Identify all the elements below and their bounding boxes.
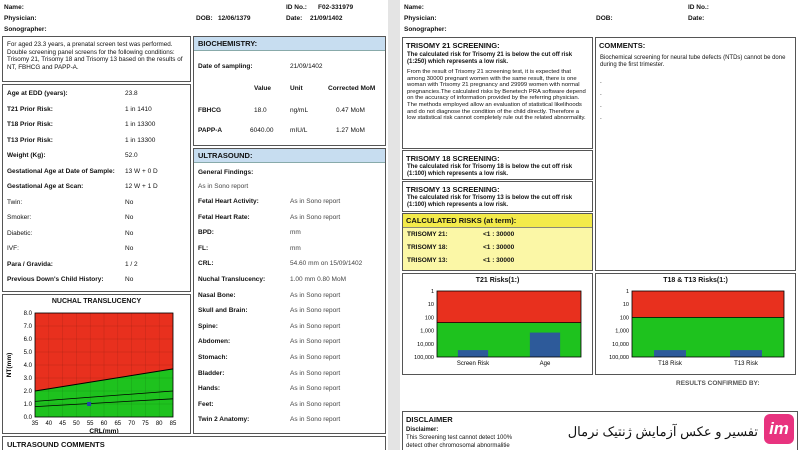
patient-field-value: 1 / 2 <box>125 260 138 268</box>
nt-chart-title: NUCHAL TRANSLUCENCY <box>51 298 142 305</box>
ultrasound-field-label: Nasal Bone: <box>198 291 236 299</box>
ultrasound-field-label: Stomach: <box>198 354 228 361</box>
nt-y-label: NT(mm) <box>6 352 13 378</box>
risk-y-tick: 10 <box>622 302 629 309</box>
calc-t13-value: <1 : 30000 <box>483 257 515 264</box>
date-value: 21/09/1402 <box>310 15 343 22</box>
nt-patient-point <box>87 402 91 406</box>
risk-bar <box>458 350 488 357</box>
patient-field-value: 1 in 1410 <box>125 105 152 113</box>
nt-x-tick: 65 <box>114 421 122 427</box>
fbhcg-value: 18.0 <box>254 107 267 114</box>
us-comments-title: ULTRASOUND COMMENTS <box>7 440 105 449</box>
dob-value: 12/06/1379 <box>218 15 251 22</box>
ultrasound-field-label: FL: <box>198 244 209 252</box>
t13-screening-box <box>402 181 593 212</box>
sonographer-label: Sonographer: <box>4 26 47 33</box>
t18-summary: The calculated risk for Trisomy 18 is below the cut off risk (1:100) which represents a low risk. <box>407 164 573 177</box>
ultrasound-field-value: As in Sono report <box>290 322 341 330</box>
date-label: Date: <box>286 15 303 22</box>
patient-field-value: 1 in 13300 <box>125 121 156 128</box>
ultrasound-field-value: As in Sono report <box>290 213 341 221</box>
nt-chart <box>3 307 191 434</box>
nt-x-tick: 80 <box>155 421 163 427</box>
fbhcg-label: FBHCG <box>198 107 222 114</box>
patient-field-label: T18 Prior Risk: <box>7 121 53 128</box>
nt-x-tick: 55 <box>86 421 94 427</box>
nt-x-tick: 85 <box>169 421 177 427</box>
ultrasound-field-value: As in Sono report <box>290 400 341 408</box>
patient-field-label: Previous Down's Child History: <box>7 276 104 283</box>
sampling-label: Date of sampling: <box>198 63 253 70</box>
col-value-header: Value <box>254 85 271 92</box>
fbhcg-mom: 0.47 MoM <box>336 107 365 114</box>
intro-box <box>2 36 191 82</box>
id-label: ID No.: <box>286 4 307 11</box>
risk-bar <box>730 350 762 357</box>
name-label: Name: <box>4 4 24 11</box>
patient-field-label: Diabetic: <box>7 229 33 237</box>
sonographer-label-2: Sonographer: <box>404 26 447 33</box>
comments-text: Biochemical screening for neural tube defects (NTDs) cannot be done during the first trimester. <box>600 55 786 68</box>
nt-y-tick: 7.0 <box>23 324 32 330</box>
risk-y-tick: 100 <box>424 315 434 322</box>
ultrasound-field-value: As in Sono report <box>290 385 341 393</box>
nt-x-label: CRL(mm) <box>89 428 119 435</box>
col-mom-header: Corrected MoM <box>328 85 376 92</box>
overlay-caption: تفسیر و عکس آزمایش ژنتیک نرمال <box>567 424 758 439</box>
t18-t13-risk-chart-box <box>595 273 796 375</box>
risk-x-label: Age <box>539 361 551 367</box>
report-page-1 <box>0 0 388 450</box>
dob-label: DOB: <box>196 15 213 22</box>
results-confirmed: RESULTS CONFIRMED BY: <box>676 380 760 387</box>
ultrasound-field-value: mm <box>290 229 301 237</box>
physician-label: Physician: <box>4 15 37 22</box>
risk-x-label: Screen Risk <box>456 361 490 367</box>
risk-x-label: T18 Risk <box>658 361 682 367</box>
t21-title: TRISOMY 21 SCREENING: <box>406 41 500 50</box>
biochemistry-title: BIOCHEMISTRY: <box>194 37 385 51</box>
patient-field-label: IVF: <box>7 245 19 252</box>
ultrasound-field-value: 1.00 mm 0.80 MoM <box>290 276 346 283</box>
nt-chart-box <box>2 294 191 434</box>
patient-field-label: Weight (Kg): <box>7 152 46 159</box>
intro-text: For aged 23.3 years, a prenatal screen test was performed. Double screening panel screens for the following conditions: Trisomy 21, Trisomy 18 and Trisomy 13 based on the results of NT, FBHCG and PAPP-A. <box>7 41 183 71</box>
sampling-value: 21/09/1402 <box>290 63 323 70</box>
ultrasound-field-label: Spine: <box>198 322 218 330</box>
patient-field-value: 52.0 <box>125 152 138 159</box>
nt-y-tick: 1.0 <box>23 402 32 408</box>
comments-title: COMMENTS: <box>599 41 646 50</box>
ultrasound-field-value: As in Sono report <box>290 369 341 377</box>
fbhcg-unit: ng/mL <box>290 107 309 114</box>
calc-t21-value: <1 : 30000 <box>483 231 515 238</box>
ultrasound-field-value: As in Sono report <box>290 338 341 346</box>
nt-y-tick: 3.0 <box>23 376 32 382</box>
ultrasound-field-label: BPD: <box>198 229 214 237</box>
patient-field-label: Twin: <box>7 198 23 206</box>
t18-title: TRISOMY 18 SCREENING: <box>406 154 500 163</box>
patient-field-value: 13 W + 0 D <box>125 167 158 175</box>
calc-t18-value: <1 : 30000 <box>483 244 515 251</box>
risk-y-tick: 10,000 <box>612 341 629 348</box>
nt-x-tick: 45 <box>59 421 66 427</box>
patient-field-value: 12 W + 1 D <box>125 183 158 190</box>
comments-dot: . <box>600 90 602 97</box>
disclaimer-title: DISCLAIMER <box>406 415 453 424</box>
calc-t13-label: TRISOMY 13: <box>407 257 448 264</box>
ultrasound-field-label: Fetal Heart Rate: <box>198 213 250 221</box>
dob-label-2: DOB: <box>596 15 613 22</box>
nt-y-tick: 2.0 <box>23 389 32 395</box>
risk-y-tick: 1,000 <box>420 328 434 335</box>
comments-dot: . <box>600 102 602 109</box>
t13-summary: The calculated risk for Trisomy 13 is below the cut off risk (1:100) which represents a low risk. <box>407 195 573 208</box>
patient-field-value: No <box>125 214 134 221</box>
ultrasound-field-label: CRL: <box>198 260 214 268</box>
t18-t13-risk-chart-title: T18 & T13 Risks(1:) <box>663 277 728 284</box>
risk-y-tick: 100 <box>619 315 629 322</box>
patient-field-label: Para / Gravida: <box>7 260 53 268</box>
risk-y-tick: 100,000 <box>609 355 629 361</box>
biochemistry-box <box>193 36 386 146</box>
col-unit-header: Unit <box>290 85 303 92</box>
risk-y-tick: 1,000 <box>615 328 629 335</box>
patient-field-value: 1 in 13300 <box>125 136 156 144</box>
ultrasound-field-label: Hands: <box>198 385 221 393</box>
t21-summary: The calculated risk for Trisomy 21 is below the cut off risk (1:250) which represents a low risk. <box>407 52 573 65</box>
patient-field-value: No <box>125 245 134 252</box>
risk-high-area <box>437 291 581 323</box>
ultrasound-field-value: As in Sono report <box>290 198 341 205</box>
calculated-risks-title: CALCULATED RISKS (at term): <box>403 214 592 228</box>
patient-field-label: T21 Prior Risk: <box>7 105 53 113</box>
calculated-risks-box <box>402 213 593 271</box>
risk-y-tick: 10 <box>427 302 434 309</box>
nt-x-tick: 60 <box>100 421 108 427</box>
comments-box <box>595 37 796 271</box>
pappa-unit: mIU/L <box>290 127 308 134</box>
ultrasound-field-label: Nuchal Translucency: <box>198 276 266 283</box>
t18-t13-risk-chart <box>596 285 796 375</box>
risk-bar <box>530 333 560 357</box>
comments-dot: . <box>600 78 602 85</box>
nt-y-tick: 5.0 <box>23 350 32 356</box>
t13-title: TRISOMY 13 SCREENING: <box>406 185 500 194</box>
ultrasound-field-label: Twin 2 Anatomy: <box>198 416 250 424</box>
ultrasound-field-label: Abdomen: <box>198 338 231 346</box>
nt-y-tick: 8.0 <box>23 311 32 317</box>
ultrasound-field-value: As in Sono report <box>290 416 341 424</box>
t21-risk-chart <box>403 285 593 375</box>
t21-risk-chart-box <box>402 273 593 375</box>
patient-field-label: Gestational Age at Scan: <box>7 183 84 190</box>
patient-field-label: T13 Prior Risk: <box>7 136 53 144</box>
ultrasound-field-label: Skull and Brain: <box>198 307 248 315</box>
risk-y-tick: 10,000 <box>417 341 434 348</box>
patient-info-box <box>2 84 191 292</box>
patient-field-value: No <box>125 276 134 283</box>
patient-field-value: No <box>125 198 134 206</box>
nt-y-tick: 6.0 <box>23 337 32 343</box>
nt-x-tick: 50 <box>73 421 80 427</box>
t21-explanation: From the result of Trisomy 21 screening test, it is expected that among 30000 pregnant women with the same result, there is one woman with Trisomy 21 pregnancy and 29999 women with normal pregnancies.The calculated risks by Benetech PRA software depend on the accuracy of information provided by the referring physician. The methods employed allow an evaluation of statistical likelihoods and do not diagnose the condition of the child directly. Therefore a low statistical risk cannot completely rule out the related abnormality. <box>407 69 586 122</box>
us-comments-box <box>2 436 386 450</box>
disclaimer-line2: detect other chromosomal abnormalitie <box>406 443 510 449</box>
comments-dot: . <box>600 114 602 121</box>
ultrasound-title: ULTRASOUND: <box>194 149 385 163</box>
date-label-2: Date: <box>688 15 705 22</box>
ultrasound-field-value: 54.60 mm on 15/09/1402 <box>290 260 363 268</box>
risk-y-tick: 100,000 <box>414 355 434 361</box>
disclaimer-line1: This Screening test cannot detect 100% <box>406 435 513 441</box>
general-findings-value: As in Sono report <box>198 183 249 190</box>
ultrasound-field-value: As in Sono report <box>290 291 341 299</box>
general-findings-label: General Findings: <box>198 169 254 176</box>
disclaimer-sub: Disclaimer: <box>406 427 439 433</box>
t18-screening-box <box>402 150 593 180</box>
t21-risk-chart-title: T21 Risks(1:) <box>475 277 520 284</box>
patient-field-value: No <box>125 229 134 237</box>
report-page-2 <box>400 0 800 450</box>
pappa-value: 6040.00 <box>250 127 274 134</box>
risk-high-area <box>632 291 784 317</box>
ultrasound-field-value: As in Sono report <box>290 354 341 361</box>
ultrasound-field-label: Bladder: <box>198 369 225 377</box>
brand-logo-icon: im <box>764 414 794 444</box>
nt-y-tick: 4.0 <box>23 363 32 369</box>
risk-x-label: T13 Risk <box>734 361 758 367</box>
ultrasound-field-label: Fetal Heart Activity: <box>198 198 259 205</box>
ultrasound-field-value: As in Sono report <box>290 307 341 315</box>
nt-y-tick: 0.0 <box>23 415 32 421</box>
id-value: F02-331979 <box>318 4 354 11</box>
patient-field-label: Smoker: <box>7 214 32 221</box>
t21-screening-box <box>402 37 593 149</box>
nt-x-tick: 40 <box>45 421 53 427</box>
physician-label-2: Physician: <box>404 15 437 22</box>
ultrasound-field-label: Feet: <box>198 400 214 408</box>
id-label-2: ID No.: <box>688 4 709 11</box>
risk-y-tick: 1 <box>430 289 434 295</box>
name-label-2: Name: <box>404 4 424 11</box>
nt-x-tick: 35 <box>31 421 39 427</box>
ultrasound-field-value: mm <box>290 244 301 252</box>
risk-y-tick: 1 <box>625 289 629 295</box>
ultrasound-box <box>193 148 386 434</box>
nt-x-tick: 70 <box>128 421 135 427</box>
pappa-label: PAPP-A <box>198 127 223 134</box>
pappa-mom: 1.27 MoM <box>336 127 365 134</box>
patient-field-label: Age at EDD (years): <box>7 90 68 97</box>
nt-x-tick: 75 <box>142 421 149 427</box>
patient-field-value: 23.8 <box>125 90 138 97</box>
calc-t18-label: TRISOMY 18: <box>407 244 448 251</box>
patient-field-label: Gestational Age at Date of Sample: <box>7 167 115 175</box>
calc-t21-label: TRISOMY 21: <box>407 231 448 238</box>
risk-bar <box>654 350 686 357</box>
